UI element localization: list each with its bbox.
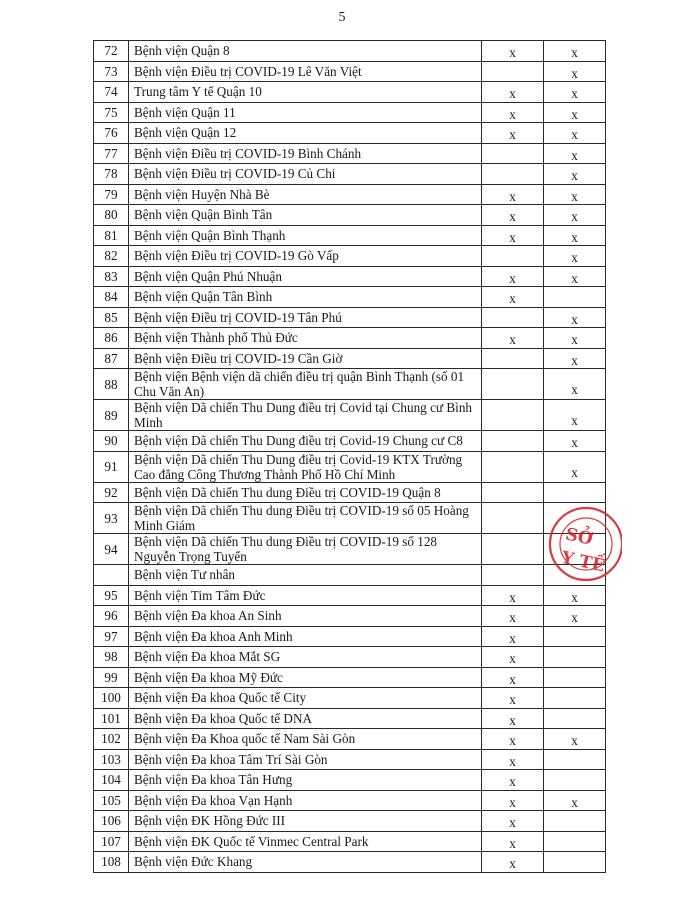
table-row bbox=[94, 123, 606, 144]
hospital-name: Bệnh viện Bệnh viện dã chiến điều trị quận Bình Thạnh (số 01 Chu Văn An) bbox=[129, 369, 482, 400]
mark-column-a bbox=[482, 61, 544, 82]
table-row bbox=[94, 729, 606, 750]
hospital-name: Bệnh viện Dã chiến Thu dung Điều trị COVID-19 Quận 8 bbox=[129, 482, 482, 503]
svg-text:Y TẾ: Y TẾ bbox=[559, 547, 607, 577]
page-number: 5 bbox=[338, 10, 346, 25]
mark-column-b: x bbox=[544, 729, 606, 750]
table-row bbox=[94, 831, 606, 852]
mark-column-a: x bbox=[482, 266, 544, 287]
mark-column-a: x bbox=[482, 626, 544, 647]
hospital-name: Bệnh viện Đa khoa Quốc tế City bbox=[129, 688, 482, 709]
mark-column-a: x bbox=[482, 770, 544, 791]
mark-column-a: x bbox=[482, 667, 544, 688]
mark-column-a bbox=[482, 369, 544, 400]
mark-column-a: x bbox=[482, 184, 544, 205]
row-number: 92 bbox=[94, 482, 129, 503]
mark-column-a: x bbox=[482, 287, 544, 308]
table-row bbox=[94, 482, 606, 503]
row-number bbox=[94, 565, 129, 586]
hospital-name: Bệnh viện Thành phố Thủ Đức bbox=[129, 328, 482, 349]
hospital-name: Bệnh viện Đa khoa Quốc tế DNA bbox=[129, 708, 482, 729]
mark-column-a: x bbox=[482, 729, 544, 750]
hospital-name: Bệnh viện Điều trị COVID-19 Tân Phú bbox=[129, 307, 482, 328]
mark-column-b: x bbox=[544, 431, 606, 452]
mark-column-a: x bbox=[482, 225, 544, 246]
mark-column-b bbox=[544, 708, 606, 729]
mark-column-b: x bbox=[544, 82, 606, 103]
mark-column-a bbox=[482, 431, 544, 452]
hospital-name: Bệnh viện Tư nhân bbox=[129, 565, 482, 586]
hospital-name: Bệnh viện Quận 11 bbox=[129, 102, 482, 123]
mark-column-b: x bbox=[544, 266, 606, 287]
table-row bbox=[94, 246, 606, 267]
table-row bbox=[94, 400, 606, 431]
row-number: 106 bbox=[94, 811, 129, 832]
hospital-name: Bệnh viện Đa khoa Tâm Trí Sài Gòn bbox=[129, 749, 482, 770]
hospital-name: Bệnh viện Quận 12 bbox=[129, 123, 482, 144]
hospital-name: Bệnh viện Điều trị COVID-19 Củ Chi bbox=[129, 164, 482, 185]
hospital-name: Bệnh viện Điều trị COVID-19 Bình Chánh bbox=[129, 143, 482, 164]
mark-column-b bbox=[544, 647, 606, 668]
mark-column-a bbox=[482, 348, 544, 369]
mark-column-b bbox=[544, 770, 606, 791]
hospital-table-body bbox=[94, 41, 606, 873]
row-number: 100 bbox=[94, 688, 129, 709]
table-row bbox=[94, 164, 606, 185]
hospital-name: Bệnh viện Dã chiến Thu Dung điều trị Covid tại Chung cư Bình Minh bbox=[129, 400, 482, 431]
hospital-name: Bệnh viện Quận Bình Tân bbox=[129, 205, 482, 226]
mark-column-b bbox=[544, 534, 606, 565]
hospital-name: Bệnh viện ĐK Hồng Đức III bbox=[129, 811, 482, 832]
mark-column-b: x bbox=[544, 164, 606, 185]
row-number: 107 bbox=[94, 831, 129, 852]
mark-column-b: x bbox=[544, 41, 606, 62]
row-number: 85 bbox=[94, 307, 129, 328]
mark-column-b: x bbox=[544, 585, 606, 606]
hospital-table bbox=[93, 40, 606, 873]
table-row bbox=[94, 749, 606, 770]
hospital-name: Bệnh viện Huyện Nhà Bè bbox=[129, 184, 482, 205]
mark-column-b bbox=[544, 749, 606, 770]
table-row bbox=[94, 82, 606, 103]
table-row bbox=[94, 225, 606, 246]
mark-column-b bbox=[544, 482, 606, 503]
row-number: 93 bbox=[94, 503, 129, 534]
mark-column-b: x bbox=[544, 246, 606, 267]
mark-column-a: x bbox=[482, 82, 544, 103]
table-row bbox=[94, 307, 606, 328]
hospital-name: Bệnh viện Dã chiến Thu Dung điều trị Covid-19 Chung cư C8 bbox=[129, 431, 482, 452]
hospital-name: Bệnh viện Quận Tân Bình bbox=[129, 287, 482, 308]
row-number: 103 bbox=[94, 749, 129, 770]
row-number: 86 bbox=[94, 328, 129, 349]
mark-column-b: x bbox=[544, 400, 606, 431]
table-row bbox=[94, 534, 606, 565]
mark-column-b: x bbox=[544, 61, 606, 82]
svg-text:SỞ: SỞ bbox=[563, 524, 595, 550]
row-number: 83 bbox=[94, 266, 129, 287]
mark-column-b: x bbox=[544, 123, 606, 144]
row-number: 97 bbox=[94, 626, 129, 647]
table-row bbox=[94, 626, 606, 647]
mark-column-a: x bbox=[482, 647, 544, 668]
section-header-row bbox=[94, 565, 606, 586]
table-row bbox=[94, 205, 606, 226]
mark-column-b: x bbox=[544, 143, 606, 164]
mark-column-a: x bbox=[482, 688, 544, 709]
hospital-name: Bệnh viện Đa khoa Vạn Hạnh bbox=[129, 790, 482, 811]
mark-column-a bbox=[482, 164, 544, 185]
hospital-name: Bệnh viện Điều trị COVID-19 Cần Giờ bbox=[129, 348, 482, 369]
mark-column-b: x bbox=[544, 328, 606, 349]
row-number: 90 bbox=[94, 431, 129, 452]
row-number: 81 bbox=[94, 225, 129, 246]
table-row bbox=[94, 688, 606, 709]
table-row bbox=[94, 852, 606, 873]
mark-column-b: x bbox=[544, 369, 606, 400]
mark-column-b bbox=[544, 667, 606, 688]
row-number: 96 bbox=[94, 606, 129, 627]
row-number: 87 bbox=[94, 348, 129, 369]
row-number: 73 bbox=[94, 61, 129, 82]
hospital-name: Bệnh viện Đa khoa Mỹ Đức bbox=[129, 667, 482, 688]
mark-column-a bbox=[482, 503, 544, 534]
mark-column-a: x bbox=[482, 328, 544, 349]
table-row bbox=[94, 431, 606, 452]
row-number: 98 bbox=[94, 647, 129, 668]
mark-column-b: x bbox=[544, 348, 606, 369]
mark-column-b bbox=[544, 287, 606, 308]
hospital-name: Bệnh viện Đa khoa Tân Hưng bbox=[129, 770, 482, 791]
mark-column-a bbox=[482, 143, 544, 164]
row-number: 105 bbox=[94, 790, 129, 811]
hospital-name: Bệnh viện Điều trị COVID-19 Gò Vấp bbox=[129, 246, 482, 267]
table-row bbox=[94, 61, 606, 82]
table-row bbox=[94, 503, 606, 534]
table-row bbox=[94, 348, 606, 369]
hospital-name: Bệnh viện Dã chiến Thu Dung điều trị Covid-19 KTX Trường Cao đẳng Công Thương Thành Phố Hồ Chí Minh bbox=[129, 451, 482, 482]
table-row bbox=[94, 287, 606, 308]
table-row bbox=[94, 585, 606, 606]
hospital-name: Trung tâm Y tế Quận 10 bbox=[129, 82, 482, 103]
table-row bbox=[94, 790, 606, 811]
row-number: 104 bbox=[94, 770, 129, 791]
row-number: 99 bbox=[94, 667, 129, 688]
mark-column-a: x bbox=[482, 102, 544, 123]
hospital-name: Bệnh viện Quận Phú Nhuận bbox=[129, 266, 482, 287]
hospital-name: Bệnh viện Điều trị COVID-19 Lê Văn Việt bbox=[129, 61, 482, 82]
mark-column-a: x bbox=[482, 708, 544, 729]
mark-column-a bbox=[482, 307, 544, 328]
row-number: 108 bbox=[94, 852, 129, 873]
hospital-name: Bệnh viện Đức Khang bbox=[129, 852, 482, 873]
table-row bbox=[94, 647, 606, 668]
mark-column-b: x bbox=[544, 205, 606, 226]
mark-column-b bbox=[544, 811, 606, 832]
mark-column-a bbox=[482, 482, 544, 503]
mark-column-b bbox=[544, 688, 606, 709]
mark-column-b: x bbox=[544, 225, 606, 246]
mark-column-a bbox=[482, 400, 544, 431]
hospital-name: Bệnh viện Dã chiến Thu dung Điều trị COVID-19 số 128 Nguyễn Trọng Tuyển bbox=[129, 534, 482, 565]
mark-column-b bbox=[544, 626, 606, 647]
mark-column-a bbox=[482, 565, 544, 586]
hospital-name: Bệnh viện Đa Khoa quốc tế Nam Sài Gòn bbox=[129, 729, 482, 750]
mark-column-b bbox=[544, 852, 606, 873]
mark-column-a bbox=[482, 451, 544, 482]
mark-column-a: x bbox=[482, 749, 544, 770]
mark-column-a: x bbox=[482, 811, 544, 832]
table-row bbox=[94, 811, 606, 832]
table-row bbox=[94, 102, 606, 123]
row-number: 89 bbox=[94, 400, 129, 431]
hospital-name: Bệnh viện Quận Bình Thạnh bbox=[129, 225, 482, 246]
mark-column-b bbox=[544, 503, 606, 534]
table-row bbox=[94, 184, 606, 205]
row-number: 102 bbox=[94, 729, 129, 750]
hospital-name: Bệnh viện Đa khoa Mắt SG bbox=[129, 647, 482, 668]
mark-column-b bbox=[544, 565, 606, 586]
row-number: 91 bbox=[94, 451, 129, 482]
mark-column-b: x bbox=[544, 790, 606, 811]
mark-column-a: x bbox=[482, 41, 544, 62]
table-row bbox=[94, 667, 606, 688]
table-row bbox=[94, 41, 606, 62]
hospital-name: Bệnh viện Đa khoa An Sinh bbox=[129, 606, 482, 627]
table-row bbox=[94, 266, 606, 287]
table-row bbox=[94, 606, 606, 627]
mark-column-a: x bbox=[482, 606, 544, 627]
row-number: 95 bbox=[94, 585, 129, 606]
row-number: 82 bbox=[94, 246, 129, 267]
hospital-name: Bệnh viện Tim Tâm Đức bbox=[129, 585, 482, 606]
hospital-name: Bệnh viện ĐK Quốc tế Vinmec Central Park bbox=[129, 831, 482, 852]
mark-column-a: x bbox=[482, 205, 544, 226]
table-row bbox=[94, 451, 606, 482]
mark-column-a: x bbox=[482, 790, 544, 811]
mark-column-a: x bbox=[482, 585, 544, 606]
row-number: 101 bbox=[94, 708, 129, 729]
mark-column-a bbox=[482, 534, 544, 565]
row-number: 94 bbox=[94, 534, 129, 565]
mark-column-b: x bbox=[544, 451, 606, 482]
mark-column-a bbox=[482, 246, 544, 267]
table-row bbox=[94, 770, 606, 791]
table-row bbox=[94, 369, 606, 400]
row-number: 72 bbox=[94, 41, 129, 62]
row-number: 76 bbox=[94, 123, 129, 144]
mark-column-a: x bbox=[482, 852, 544, 873]
row-number: 88 bbox=[94, 369, 129, 400]
mark-column-b: x bbox=[544, 606, 606, 627]
row-number: 79 bbox=[94, 184, 129, 205]
mark-column-a: x bbox=[482, 831, 544, 852]
hospital-name: Bệnh viện Quận 8 bbox=[129, 41, 482, 62]
table-row bbox=[94, 328, 606, 349]
table-row bbox=[94, 708, 606, 729]
hospital-name: Bệnh viện Dã chiến Thu dung Điều trị COVID-19 số 05 Hoàng Minh Giám bbox=[129, 503, 482, 534]
mark-column-a: x bbox=[482, 123, 544, 144]
hospital-name: Bệnh viện Đa khoa Anh Minh bbox=[129, 626, 482, 647]
row-number: 80 bbox=[94, 205, 129, 226]
row-number: 78 bbox=[94, 164, 129, 185]
mark-column-b: x bbox=[544, 102, 606, 123]
table-row bbox=[94, 143, 606, 164]
mark-column-b bbox=[544, 831, 606, 852]
row-number: 75 bbox=[94, 102, 129, 123]
row-number: 77 bbox=[94, 143, 129, 164]
mark-column-b: x bbox=[544, 307, 606, 328]
row-number: 74 bbox=[94, 82, 129, 103]
mark-column-b: x bbox=[544, 184, 606, 205]
row-number: 84 bbox=[94, 287, 129, 308]
